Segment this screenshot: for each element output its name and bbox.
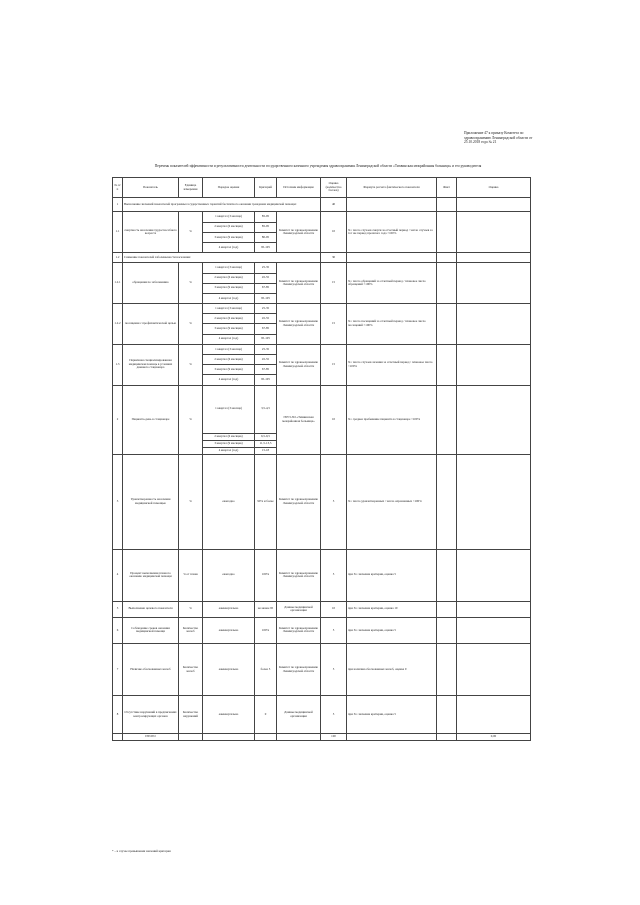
- period: 4 квартал (год): [203, 242, 255, 252]
- period: ежеквартально: [203, 696, 255, 734]
- indicator-name: Наличие обоснованных жалоб: [123, 644, 179, 696]
- row-score: 10: [321, 601, 347, 617]
- row-number: 1.1: [113, 212, 123, 253]
- criterion: 100%: [255, 617, 277, 643]
- total-label: ИТОГО: [123, 734, 179, 740]
- formula: Х= число посещений за отчетный период / плановое число посещений ×100%: [347, 304, 437, 345]
- row-score: 5: [321, 549, 347, 601]
- period: ежеквартально: [203, 617, 255, 643]
- total-score: 100: [321, 734, 347, 740]
- indicator-name: посещения с профилактической целью: [123, 304, 179, 345]
- indicator-name: Пациенто-день в стационаре: [123, 385, 179, 455]
- indicator-unit: % от плана: [179, 549, 203, 601]
- criterion: 6,5-9,5: [255, 433, 277, 440]
- total-result: 0,00: [457, 734, 531, 740]
- col-header: Порядок оценки: [203, 178, 255, 198]
- row-score: 5: [321, 644, 347, 696]
- row-number: 6: [113, 617, 123, 643]
- indicator-name: Отсутствие нарушений в предписаниях контролирующих органов: [123, 696, 179, 734]
- row-score: 10: [321, 385, 347, 455]
- row-score: 15: [321, 263, 347, 304]
- period: 4 квартал (год): [203, 334, 255, 344]
- appendix-note: [464, 131, 582, 145]
- formula: Х= среднее пребывание пациента в стационаре ×100%: [347, 385, 437, 455]
- row-score: 30: [321, 253, 347, 263]
- total-row: [113, 734, 531, 740]
- formula: Х= число обращений за отчетный период / плановое число обращений ×100%: [347, 263, 437, 304]
- indicator-unit: %: [179, 601, 203, 617]
- section-title: Выполнение значений показателей программы государственных гарантий бесплатного оказания гражданам медицинской помощи:: [123, 198, 321, 212]
- table-row: [113, 617, 531, 643]
- period: ежегодно: [203, 549, 255, 601]
- col-header: № п/п: [113, 178, 123, 198]
- row-number: 3: [113, 455, 123, 549]
- period: 4 квартал (год): [203, 293, 255, 303]
- period: 2 квартал (6 месяцев): [203, 222, 255, 232]
- criterion: 85-95: [255, 222, 277, 232]
- criterion: 45-55: [255, 273, 277, 283]
- formula: при Х= значение критерия, оценка 5: [347, 549, 437, 601]
- criterion: 67-85: [255, 283, 277, 293]
- row-number: 1.2.2: [113, 304, 123, 345]
- row-score: 5: [321, 617, 347, 643]
- col-header: Показатель: [123, 178, 179, 198]
- table-row: [113, 601, 531, 617]
- indicators-table: [112, 177, 531, 741]
- criterion: 11,5-13,5: [255, 440, 277, 447]
- criterion: более 5: [255, 644, 277, 696]
- table-row: [113, 644, 531, 696]
- criterion: 3,5-4,5: [255, 385, 277, 433]
- table-row: [113, 304, 531, 314]
- table-row: [113, 198, 531, 212]
- info-source: Данные медицинской организации: [277, 601, 321, 617]
- formula: при наличии обоснованных жалоб, оценка 0: [347, 644, 437, 696]
- indicator-unit: Количество жалоб: [179, 617, 203, 643]
- row-number: 1.2: [113, 253, 123, 263]
- indicator-name: обращения по заболеванию: [123, 263, 179, 304]
- criterion: 25-35: [255, 263, 277, 273]
- criterion: 80-95: [255, 232, 277, 242]
- formula: при Х= значение критерия, оценка 5: [347, 617, 437, 643]
- row-score: 5: [321, 696, 347, 734]
- indicator-unit: %: [179, 263, 203, 304]
- period: 1 квартал (3 месяца): [203, 212, 255, 222]
- row-number: 2: [113, 385, 123, 455]
- table-row: [113, 549, 531, 601]
- row-score: 5: [321, 455, 347, 549]
- section-title: Снижение показателей заболеваемости населения:: [123, 253, 321, 263]
- indicator-name: смертность населения трудоспособного возраста: [123, 212, 179, 253]
- criterion: 67-85: [255, 365, 277, 375]
- indicator-unit: %: [179, 385, 203, 455]
- period: 4 квартал (год): [203, 375, 255, 385]
- info-source: Комитет по здравоохранению Ленинградской области: [277, 212, 321, 253]
- criterion: 45-55: [255, 314, 277, 324]
- criterion: 90% и более: [255, 455, 277, 549]
- col-header: Единица измерения: [179, 178, 203, 198]
- period: 1 квартал (3 месяца): [203, 385, 255, 433]
- period: 3 квартал (9 месяцев): [203, 324, 255, 334]
- table-row: [113, 263, 531, 273]
- period: 2 квартал (6 месяцев): [203, 314, 255, 324]
- row-number: 1.2.1: [113, 263, 123, 304]
- info-source: Комитет по здравоохранению Ленинградской области: [277, 263, 321, 304]
- period: 1 квартал (3 месяца): [203, 263, 255, 273]
- criterion: 45-55: [255, 355, 277, 365]
- col-header: Оценка: [457, 178, 531, 198]
- period: 2 квартал (6 месяцев): [203, 273, 255, 283]
- indicator-name: Выполнение целевого показателя: [123, 601, 179, 617]
- col-header: Источник информации: [277, 178, 321, 198]
- indicator-unit: Количество жалоб: [179, 644, 203, 696]
- period: 3 квартал (9 месяцев): [203, 440, 255, 447]
- info-source: Комитет по здравоохранению Ленинградской области: [277, 617, 321, 643]
- col-header: Факт: [437, 178, 457, 198]
- period: 1 квартал (3 месяца): [203, 304, 255, 314]
- criterion: 67-85: [255, 324, 277, 334]
- period: 3 квартал (9 месяцев): [203, 283, 255, 293]
- document-title: Перечень показателей эффективности и результативности деятельности государственного казенного учреждения здравоохранения Ленинградской области «Тихвинская межрайонная больница» и его руководителя: [154, 164, 482, 168]
- info-source: Комитет по здравоохранению Ленинградской области: [277, 304, 321, 345]
- table-row: [113, 344, 531, 354]
- row-number: 1: [113, 198, 123, 212]
- info-source: Данные медицинской организации: [277, 696, 321, 734]
- footnote: * – в случае превышения значений критерия: [112, 849, 171, 853]
- row-number: 4: [113, 549, 123, 601]
- info-source: Комитет по здравоохранению Ленинградской области: [277, 644, 321, 696]
- indicator-unit: %: [179, 304, 203, 345]
- table-row: [113, 212, 531, 222]
- table-row: [113, 455, 531, 549]
- criterion: 95-105: [255, 334, 277, 344]
- row-number: 7: [113, 644, 123, 696]
- indicator-name: Удовлетворенность населения медицинской помощью: [123, 455, 179, 549]
- formula: при Х= значение критерия, оценка 5: [347, 696, 437, 734]
- period: ежеквартально: [203, 601, 255, 617]
- col-header: Формула расчета фактического показателя: [347, 178, 437, 198]
- period: 3 квартал (9 месяцев): [203, 365, 255, 375]
- info-source: Комитет по здравоохранению Ленинградской области: [277, 455, 321, 549]
- row-score: 15: [321, 304, 347, 345]
- formula: Х= число удовлетворенных / число опрошенных ×100%: [347, 455, 437, 549]
- period: 2 квартал (6 месяцев): [203, 433, 255, 440]
- table-header-row: [113, 178, 531, 198]
- formula: при Х= значение критерия, оценка 10: [347, 601, 437, 617]
- criterion: 0: [255, 696, 277, 734]
- period: 2 квартал (6 месяцев): [203, 355, 255, 365]
- criterion: 85-95: [255, 212, 277, 222]
- period: ежегодно: [203, 455, 255, 549]
- row-number: 8: [113, 696, 123, 734]
- criterion: не менее 95: [255, 601, 277, 617]
- indicator-name: Соблюдение сроков оказания медицинской помощи: [123, 617, 179, 643]
- formula: Х= число случаев смерти за отчетный период / число случаев за тот же период прошлого года ×100%: [347, 212, 437, 253]
- row-number: 1.3: [113, 344, 123, 385]
- period: 3 квартал (9 месяцев): [203, 232, 255, 242]
- info-source: Комитет по здравоохранению Ленинградской области: [277, 549, 321, 601]
- table-row: [113, 385, 531, 433]
- criterion: 95-105: [255, 375, 277, 385]
- table-row: [113, 696, 531, 734]
- row-number: 5: [113, 601, 123, 617]
- table-row: [113, 253, 531, 263]
- info-source: ГБУЗ ЛО «Тихвинская межрайонная больница»: [277, 385, 321, 455]
- row-score: 15: [321, 344, 347, 385]
- col-header: Критерий: [255, 178, 277, 198]
- criterion: 95-105: [255, 242, 277, 252]
- indicator-name: Процент выполнения плана по оказанию медицинской помощи: [123, 549, 179, 601]
- indicator-unit: %: [179, 212, 203, 253]
- indicator-unit: %: [179, 455, 203, 549]
- criterion: 15-18: [255, 448, 277, 455]
- info-source: Комитет по здравоохранению Ленинградской области: [277, 344, 321, 385]
- col-header: Оценка (количество баллов): [321, 178, 347, 198]
- indicator-unit: Количество нарушений: [179, 696, 203, 734]
- formula: Х= число случаев лечения за отчетный период / плановое число ×100%: [347, 344, 437, 385]
- period: 1 квартал (3 месяца): [203, 344, 255, 354]
- criterion: 25-35: [255, 304, 277, 314]
- appendix-line-2: здравоохранению Ленинградской области от: [464, 135, 533, 140]
- row-score: 40: [321, 198, 347, 212]
- criterion: 25-35: [255, 344, 277, 354]
- indicator-unit: %: [179, 344, 203, 385]
- criterion: 100%: [255, 549, 277, 601]
- criterion: 95-105: [255, 293, 277, 303]
- period: 4 квартал (год): [203, 448, 255, 455]
- row-score: 10: [321, 212, 347, 253]
- appendix-line-3: 25.10.2018 года № 21: [464, 140, 497, 145]
- period: ежеквартально: [203, 644, 255, 696]
- appendix-line-1: Приложение 47 к приказу Комитета по: [464, 131, 524, 135]
- indicator-name: Первичная специализированная медицинская помощь в условиях дневного стационара: [123, 344, 179, 385]
